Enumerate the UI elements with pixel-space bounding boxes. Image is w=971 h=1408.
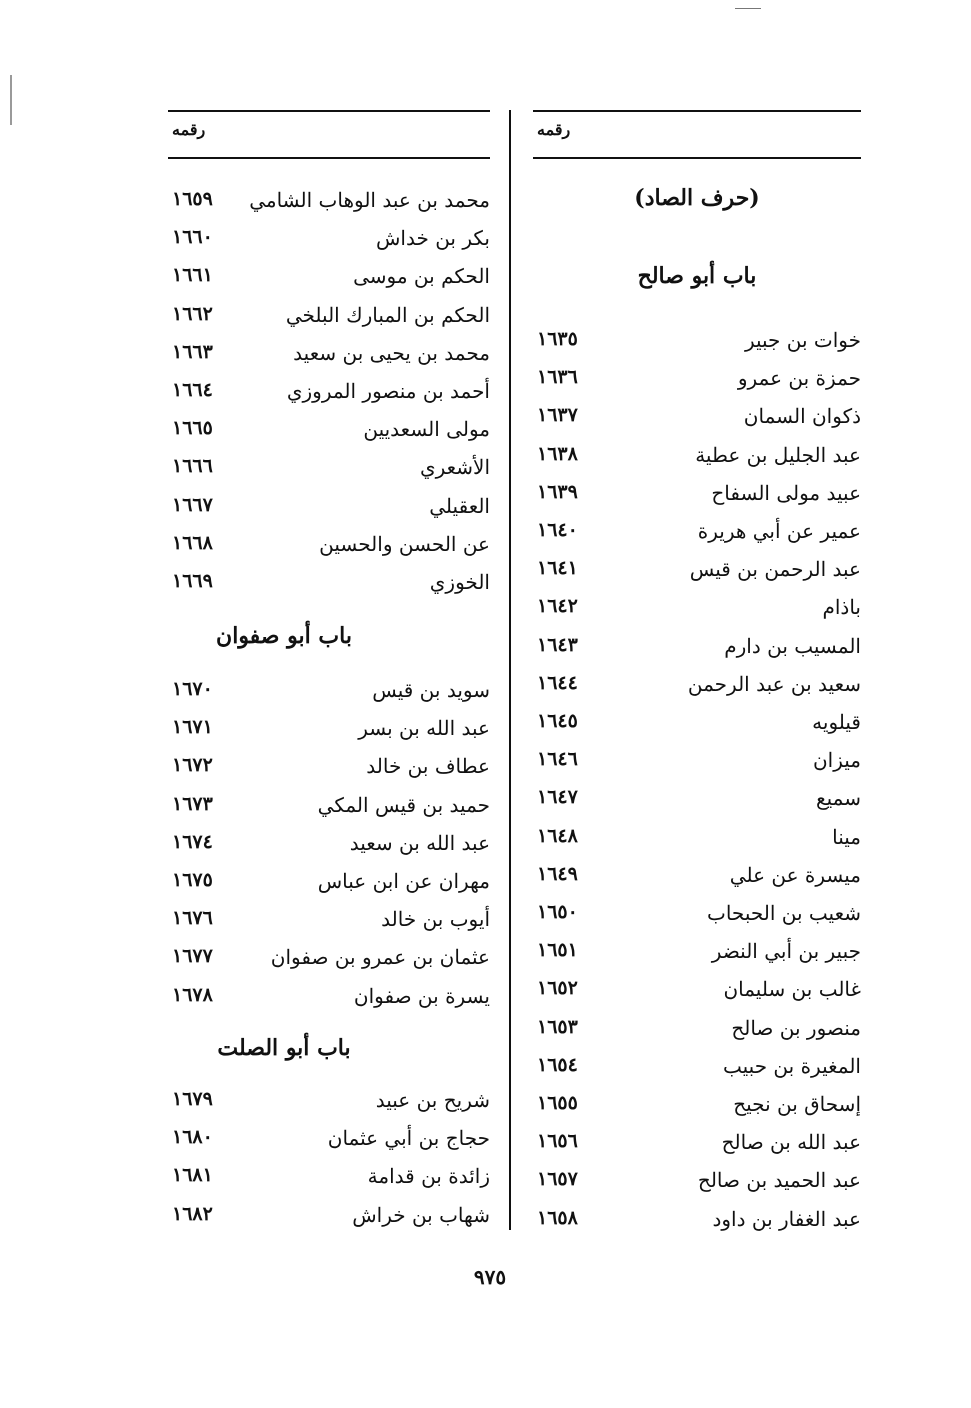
entry-name: عبد الله بن سعيد: [349, 830, 490, 855]
entry-number: ١٦٥٢: [537, 977, 578, 1000]
entry-name: ميسرة عن علي: [729, 862, 861, 887]
entry-number: ١٦٤٥: [537, 710, 578, 732]
entry-number: ١٦٤٨: [537, 824, 578, 847]
entry-name: جبير بن أبي النضر: [711, 939, 861, 964]
entry-number: ١٦٦٤: [172, 379, 213, 401]
entry-number: ١٦٧٨: [172, 983, 213, 1006]
entry-number: ١٦٤٧: [537, 786, 578, 809]
entry-row: [533, 519, 861, 553]
entry-row: [168, 188, 490, 222]
entry-row: [533, 863, 861, 897]
entry-number: ١٦٦١: [172, 264, 213, 287]
entry-number: ١٦٤٠: [537, 519, 578, 541]
entry-number: ١٦٤٩: [537, 862, 578, 885]
entry-name: باذام: [822, 595, 861, 620]
entry-name: عبد الله بن صالح: [721, 1130, 861, 1155]
entry-row: [533, 977, 861, 1011]
section-heading: باب أبو الصلت: [217, 1035, 351, 1061]
entry-row: [168, 793, 490, 827]
entry-row: [168, 907, 490, 941]
top-dash-mark: [735, 8, 761, 9]
entry-row: [533, 672, 861, 706]
entry-number: ١٦٧١: [172, 716, 213, 739]
letter-heading: (حرف الصاد): [634, 185, 760, 211]
entry-row: [533, 634, 861, 668]
entry-row: [533, 786, 861, 820]
entry-number: ١٦٥٥: [537, 1092, 578, 1114]
entry-name: سويد بن قيس: [372, 678, 490, 702]
entry-name: محمد بن عبد الوهاب الشامي: [249, 188, 490, 212]
entry-row: [168, 869, 490, 903]
entry-number: ١٦٥٠: [537, 901, 578, 923]
section-heading: باب أبو صفوان: [216, 623, 352, 649]
entry-number: ١٦٥٧: [537, 1168, 578, 1191]
entry-name: عبد الحميد بن صالح: [697, 1168, 861, 1193]
header-rule-top: [168, 110, 490, 112]
entry-row: [533, 1054, 861, 1088]
entry-name: سميع: [816, 786, 861, 811]
column-divider: [509, 110, 511, 1230]
entry-row: [168, 455, 490, 489]
entry-name: أحمد بن منصور المروزي: [286, 379, 490, 403]
entry-row: [168, 226, 490, 260]
left-column: [168, 110, 490, 1230]
entry-row: [168, 945, 490, 979]
entry-number: ١٦٤٦: [537, 748, 578, 771]
entry-name: زائدة بن قدامة: [367, 1164, 490, 1189]
entry-name: منصور بن صالح: [731, 1015, 861, 1040]
entry-row: [533, 710, 861, 744]
right-column: [533, 110, 861, 1230]
entry-name: ميزان: [812, 748, 861, 773]
entry-number: ١٦٦٢: [172, 302, 213, 325]
entry-name: خوات بن جبير: [744, 328, 861, 352]
entry-number: ١٦٦٩: [172, 570, 213, 592]
entry-row: [533, 901, 861, 935]
entry-row: [168, 754, 490, 788]
entry-name: بكر بن خداش: [376, 226, 490, 251]
entry-name: عبد الرحمن بن قيس: [689, 557, 861, 582]
entry-row: [168, 417, 490, 451]
entry-row: [533, 1092, 861, 1126]
entry-name: أيوب بن خالد: [381, 907, 490, 932]
entry-name: شريح بن عبيد: [375, 1088, 490, 1112]
entry-number: ١٦٤٣: [537, 633, 578, 656]
header-rule-bottom: [168, 157, 490, 159]
entry-row: [533, 939, 861, 973]
entry-name: مينا: [832, 824, 861, 849]
entry-number: ١٦٧٣: [172, 792, 213, 815]
entry-number: ١٦٦٥: [172, 417, 213, 440]
entry-number: ١٦٦٣: [172, 340, 213, 363]
entry-row: [533, 481, 861, 515]
entry-row: [533, 404, 861, 438]
entry-row: [168, 379, 490, 413]
page-number: ٩٧٥: [473, 1265, 507, 1289]
entry-name: عطاف بن خالد: [366, 754, 490, 779]
entry-row: [168, 1164, 490, 1198]
margin-edge-mark: [10, 75, 12, 125]
entry-name: عن الحسن والحسين: [319, 531, 490, 556]
entry-name: مولى السعديين: [363, 417, 490, 442]
entry-row: [168, 831, 490, 865]
entry-name: محمد بن يحيى بن سعيد: [293, 340, 490, 365]
entry-name: إسحاق بن نجيح: [733, 1092, 861, 1116]
entry-name: الأشعري: [419, 455, 490, 480]
entry-number: ١٦٦٦: [172, 455, 213, 478]
entry-name: سعيد بن عبد الرحمن: [687, 671, 861, 696]
entry-number: ١٦٧٥: [172, 869, 213, 891]
entry-name: قيلويه: [812, 710, 861, 734]
entry-row: [533, 748, 861, 782]
entry-number: ١٦٣٦: [537, 366, 578, 389]
entry-number: ١٦٧٧: [172, 945, 213, 968]
entry-number: ١٦٤١: [537, 557, 578, 580]
entry-name: الحكم بن موسى: [353, 264, 490, 289]
entry-number: ١٦٥٤: [537, 1053, 578, 1076]
entry-row: [168, 678, 490, 712]
entry-number: ١٦٨٢: [172, 1202, 213, 1225]
entry-name: الحكم بن المبارك البلخي: [285, 302, 490, 327]
entry-number: ١٦٧٩: [172, 1088, 213, 1110]
entry-row: [168, 341, 490, 375]
entry-name: حمزة بن عمرو: [737, 366, 861, 391]
entry-number: ١٦٥٦: [537, 1130, 578, 1153]
entry-number: ١٦٣٧: [537, 404, 578, 427]
entry-number: ١٦٦٨: [172, 531, 213, 554]
entry-number: ١٦٥١: [537, 939, 578, 962]
entry-name: الخوزي: [429, 570, 490, 594]
entry-row: [168, 532, 490, 566]
entry-number: ١٦٧٦: [172, 907, 213, 930]
entry-row: [168, 264, 490, 298]
entry-number: ١٦٨٠: [172, 1126, 213, 1149]
entry-number: ١٦٥٨: [537, 1206, 578, 1229]
entry-name: المسيب بن دارم: [724, 633, 861, 658]
entry-row: [533, 557, 861, 591]
entry-row: [533, 328, 861, 362]
entry-row: [168, 1088, 490, 1122]
entry-number: ١٦٦٧: [172, 493, 213, 516]
column-header-label: رقمه: [537, 120, 571, 139]
entry-number: ١٦٨١: [172, 1164, 213, 1187]
entry-number: ١٦٧٤: [172, 830, 213, 853]
entry-row: [533, 1130, 861, 1164]
entry-number: ١٦٧٢: [172, 754, 213, 777]
entry-row: [168, 716, 490, 750]
entry-name: ذكوان السمان: [743, 404, 861, 429]
entry-number: ١٦٤٢: [537, 595, 578, 618]
entry-name: العقيلي: [429, 493, 490, 518]
entry-number: ١٦٥٩: [172, 188, 213, 210]
entry-row: [533, 595, 861, 629]
entry-row: [533, 366, 861, 400]
entry-row: [168, 303, 490, 337]
entry-row: [533, 1168, 861, 1202]
entry-row: [533, 1016, 861, 1050]
entry-name: غالب بن سليمان: [723, 977, 861, 1002]
entry-number: ١٦٣٨: [537, 442, 578, 465]
entry-row: [168, 1126, 490, 1160]
entry-name: شعيب بن الحبحاب: [706, 901, 861, 925]
entry-name: حميد بن قيس المكي: [317, 792, 490, 817]
entry-row: [168, 984, 490, 1018]
entry-number: ١٦٥٣: [537, 1015, 578, 1038]
entry-name: عمير عن أبي هريرة: [697, 519, 861, 543]
entry-number: ١٦٣٥: [537, 328, 578, 350]
entry-name: عثمان بن عمرو بن صفوان: [270, 945, 490, 970]
entry-name: شهاب بن خراش: [352, 1202, 490, 1227]
column-header-label: رقمه: [172, 120, 206, 139]
entry-row: [533, 1207, 861, 1241]
entry-row: [168, 1203, 490, 1237]
entry-name: عبد الجليل بن عطية: [695, 442, 861, 467]
entry-number: ١٦٧٠: [172, 678, 213, 700]
header-rule-bottom: [533, 157, 861, 159]
entry-name: عبيد مولى السفاح: [711, 480, 861, 505]
entry-name: حجاج بن أبي عثمان: [327, 1126, 490, 1151]
entry-row: [168, 494, 490, 528]
entry-name: المغيرة بن حبيب: [723, 1053, 861, 1078]
entry-row: [533, 443, 861, 477]
entry-number: ١٦٦٠: [172, 226, 213, 249]
section-heading: باب أبو صالح: [637, 263, 757, 289]
header-rule-top: [533, 110, 861, 112]
entry-row: [168, 570, 490, 604]
entry-number: ١٦٣٩: [537, 480, 578, 503]
entry-number: ١٦٤٤: [537, 671, 578, 694]
entry-name: مهران عن ابن عباس: [317, 869, 490, 893]
entry-name: عبد الله بن بسر: [358, 716, 490, 741]
entry-row: [533, 825, 861, 859]
entry-name: يسرة بن صفوان: [353, 983, 490, 1008]
entry-name: عبد الغفار بن داود: [712, 1206, 861, 1231]
